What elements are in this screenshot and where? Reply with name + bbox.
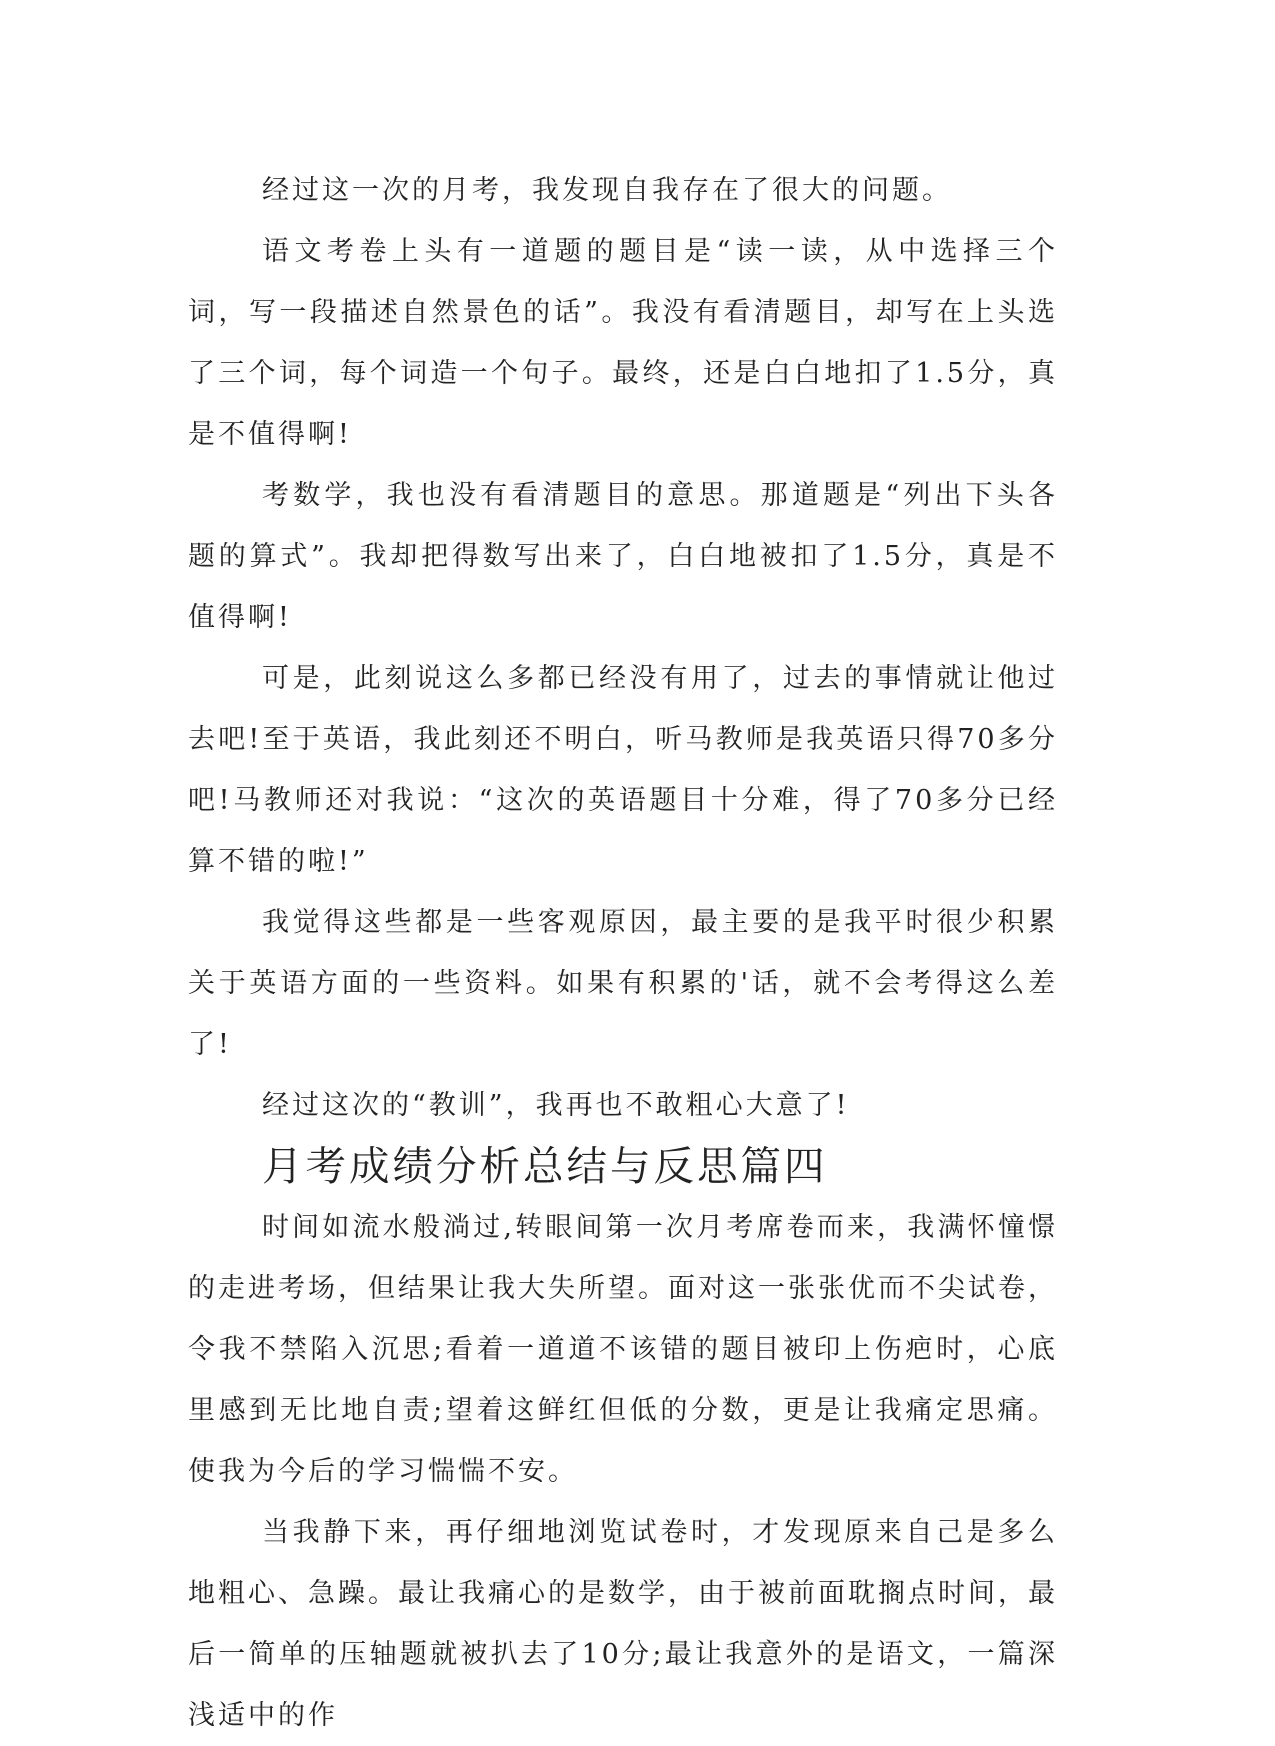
paragraph-4: 可是，此刻说这么多都已经没有用了，过去的事情就让他过去吧!至于英语，我此刻还不明白，听马教师是我英语只得70多分吧!马教师还对我说：“这次的英语题目十分难，得了70多分已经算不错的啦!” — [188, 663, 1058, 877]
paragraph-7: 时间如流水般淌过,转眼间第一次月考席卷而来，我满怀憧憬的走进考场，但结果让我大失所望。面对这一张张优而不尖试卷，令我不禁陷入沉思;看着一道道不该错的题目被印上伤疤时，心底里感到无比地自责;望着这鲜红但低的分数，更是让我痛定思痛。使我为今后的学习惴惴不安。 — [188, 1212, 1058, 1487]
paragraph-5: 我觉得这些都是一些客观原因，最主要的是我平时很少积累关于英语方面的一些资料。如果有积累的'话，就不会考得这么差了! — [188, 907, 1058, 1060]
paragraph-8: 当我静下来，再仔细地浏览试卷时，才发现原来自己是多么地粗心、急躁。最让我痛心的是数学，由于被前面耽搁点时间，最后一简单的压轴题就被扒去了10分;最让我意外的是语文，一篇深浅适中的作 — [188, 1517, 1058, 1731]
paragraph-2: 语文考卷上头有一道题的题目是“读一读，从中选择三个词，写一段描述自然景色的话”。我没有看清题目，却写在上头选了三个词，每个词造一个句子。最终，还是白白地扣了1.5分，真是不值得啊! — [188, 236, 1058, 450]
paragraph-1: 经过这一次的月考，我发现自我存在了很大的问题。 — [262, 175, 952, 206]
paragraph-6: 经过这次的“教训”，我再也不敢粗心大意了! — [262, 1090, 850, 1121]
paragraph-3: 考数学，我也没有看清题目的意思。那道题是“列出下头各题的算式”。我却把得数写出来了，白白地被扣了1.5分，真是不值得啊! — [188, 480, 1058, 633]
document-body — [188, 160, 1058, 1746]
section-heading: 月考成绩分析总结与反思篇四 — [262, 1142, 828, 1190]
